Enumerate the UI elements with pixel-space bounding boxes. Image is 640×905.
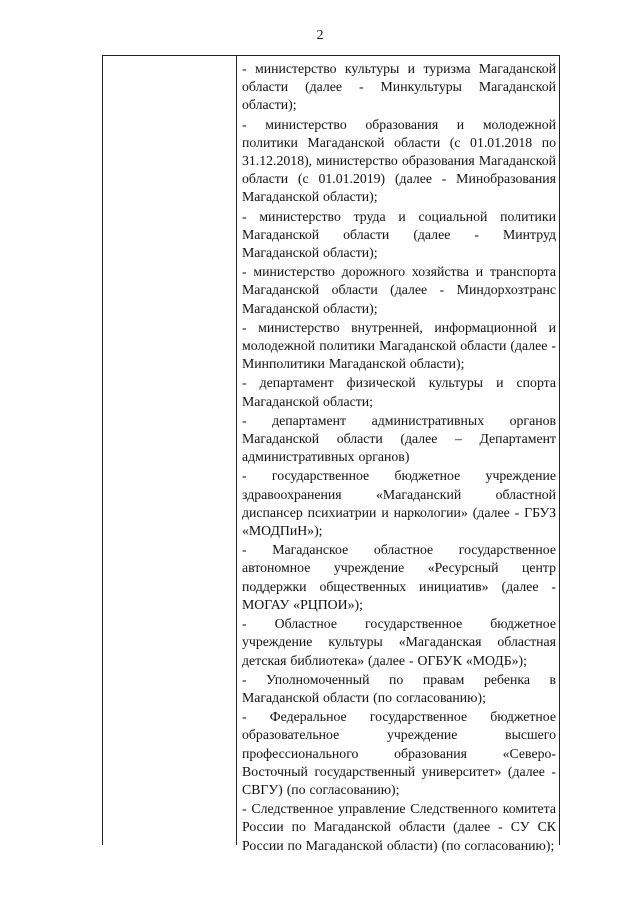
list-item: - департамент физической культуры и спорта Магаданской области; <box>242 375 556 409</box>
table-left-cell <box>103 56 237 845</box>
list-item: - Уполномоченный по правам ребенка в Магаданской области (по согласованию); <box>242 671 556 705</box>
list-item: - Областное государственное бюджетное учреждение культуры «Магаданская областная детская библиотека» (далее - ОГБУК «МОДБ»); <box>242 616 556 668</box>
list-item: - Следственное управление Следственного комитета России по Магаданской области (далее - СУ СК России по Магаданской области) (по согласованию); <box>242 801 556 853</box>
list-item: - министерство культуры и туризма Магаданской области (далее - Минкультуры Магаданской области); <box>242 61 556 113</box>
list-item: - Федеральное государственное бюджетное образовательное учреждение высшего профессионального образования «Северо-Восточный государственный университет» (далее - СВГУ) (по согласованию); <box>242 709 556 797</box>
table-right-cell <box>242 60 556 856</box>
list-item: - министерство внутренней, информационной и молодежной политики Магаданской области (далее - Минполитики Магаданской области); <box>242 319 556 372</box>
list-item: - министерство образования и молодежной политики Магаданской области (с 01.01.2018 по 31.12.2018), министерство образования Магаданской области (с 01.01.2019) (далее - Минобразования Магаданской области); <box>242 116 556 205</box>
list-item: - министерство дорожного хозяйства и транспорта Магаданской области (далее - Миндорхозтранс Магаданской области); <box>242 264 556 316</box>
list-item: - Магаданское областное государственное автономное учреждение «Ресурсный центр поддержки общественных инициатив» (далее - МОГАУ «РЦПОИ»); <box>242 542 556 612</box>
participants-table <box>102 55 560 853</box>
list-item: - департамент административных органов Магаданской области (далее – Департамент административных органов) <box>242 412 556 465</box>
list-item: - государственное бюджетное учреждение здравоохранения «Магаданский областной диспансер психиатрии и наркологии» (далее - ГБУЗ «МОДПиН»); <box>242 468 556 539</box>
list-item: - министерство труда и социальной политики Магаданской области (далее - Минтруд Магаданской области); <box>242 208 556 261</box>
page-number: 2 <box>316 28 324 43</box>
